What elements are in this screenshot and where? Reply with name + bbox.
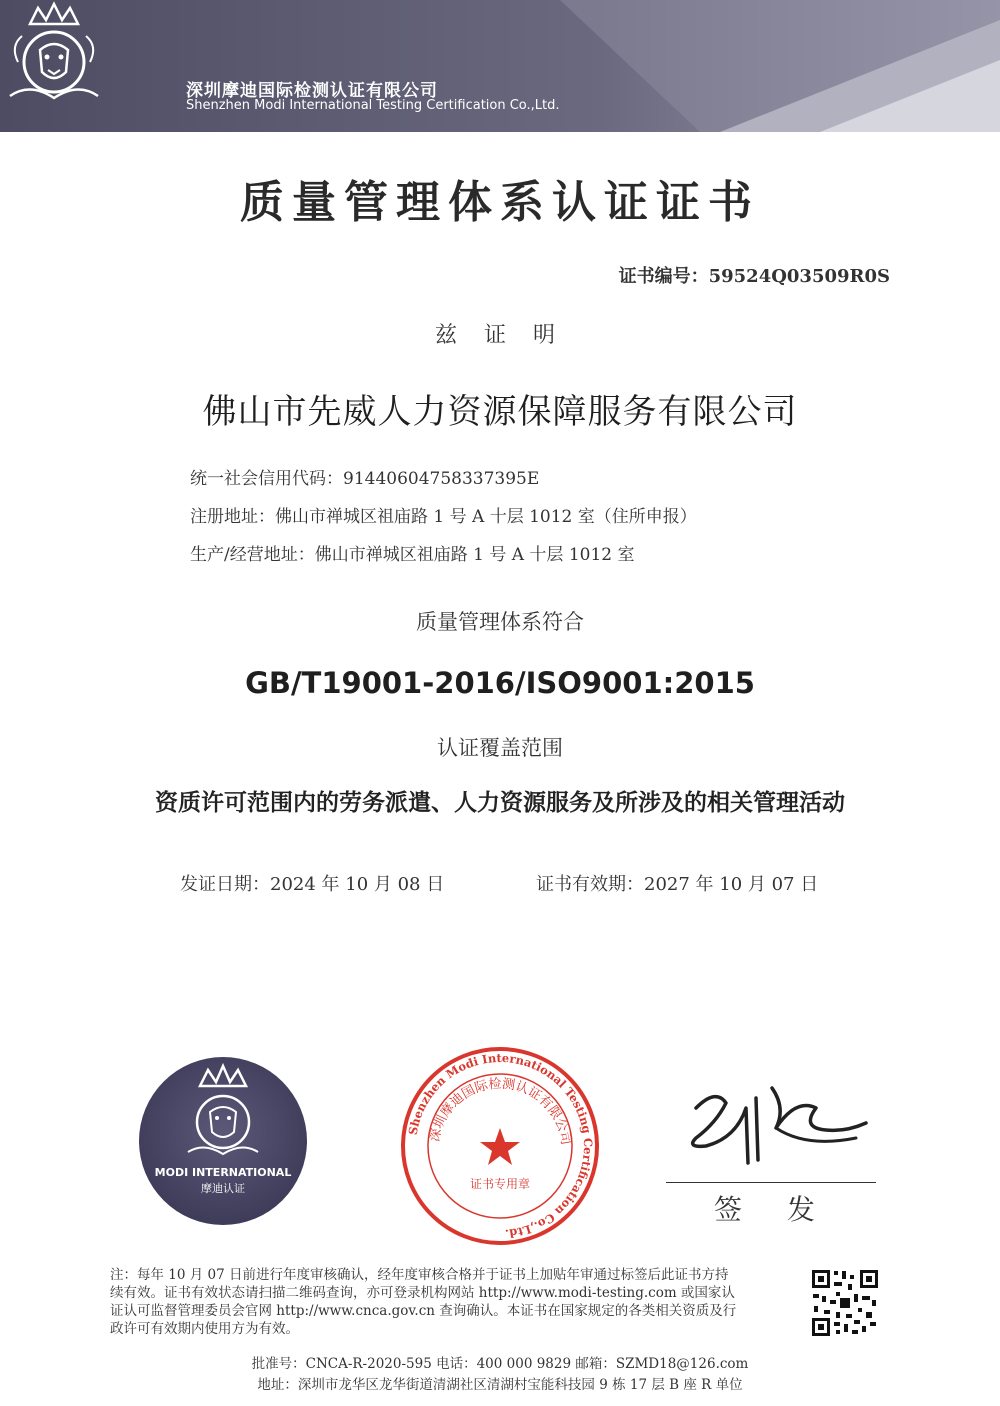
red-seal-bottom: 证书专用章 (469, 1177, 531, 1191)
footer-address: 地址：深圳市龙华区龙华街道清湖社区清湖村宝能科技园 9 栋 17 层 B 座 R 单位 (257, 1377, 743, 1393)
note-line: 政许可有效期内使用方为有效。 (110, 1321, 299, 1337)
business-address: 生产/经营地址：佛山市禅城区祖庙路 1 号 A 十层 1012 室 (190, 545, 635, 565)
valid-until-date: 证书有效期：2027 年 10 月 07 日 (536, 874, 819, 895)
credit-code: 统一社会信用代码：91440604758337395E (190, 469, 540, 489)
certificate-note (110, 1266, 800, 1338)
registered-address: 注册地址：佛山市禅城区祖庙路 1 号 A 十层 1012 室（住所申报） (190, 507, 697, 527)
red-official-seal-icon (400, 1046, 600, 1246)
company-name-cn: 深圳摩迪国际检测认证有限公司 (186, 81, 438, 101)
note-line: 续有效。证书有效状态请扫描二维码查询，亦可登录机构网站 http://www.modi-testing.com 或国家认 (110, 1285, 735, 1301)
note-line: 注：每年 10 月 07 日前进行年度审核确认，经年度审核合格并于证书上加贴年审通过标签后此证书方持 (110, 1267, 729, 1283)
certification-scope: 资质许可范围内的劳务派遣、人力资源服务及所涉及的相关管理活动 (155, 789, 845, 816)
note-line: 证认可监督管理委员会官网 http://www.cnca.gov.cn 查询确认。本证书在国家规定的各类相关资质及行 (110, 1303, 737, 1319)
star-icon (480, 1128, 520, 1165)
issue-date: 发证日期：2024 年 10 月 08 日 (180, 874, 445, 895)
certificate-number: 证书编号：59524Q03509R0S (618, 266, 890, 287)
standard-code: GB/T19001-2016/ISO9001:2015 (245, 666, 755, 700)
sign-label: 签 发 (714, 1193, 833, 1226)
hereby-certify: 兹 证 明 (435, 323, 565, 348)
certificate-title: 质量管理体系认证证书 (240, 177, 760, 228)
handwritten-signature (676, 1068, 876, 1178)
qr-code-icon[interactable] (810, 1268, 880, 1338)
modi-logo-seal-icon (138, 1056, 308, 1226)
logo-seal-en: MODI INTERNATIONAL (154, 1166, 292, 1179)
scope-label: 认证覆盖范围 (437, 736, 563, 760)
red-seal-en: Shenzhen Modi International Testing Certification Co.,Ltd. (405, 1050, 596, 1241)
company-name-en: Shenzhen Modi International Testing Certification Co.,Ltd. (186, 98, 560, 113)
logo-seal-cn: 摩迪认证 (201, 1182, 245, 1195)
footer-contact: 批准号：CNCA-R-2020-595 电话：400 000 9829 邮箱：SZMD18@126.com (251, 1356, 749, 1372)
lion-crown-logo-icon (0, 0, 108, 112)
conform-label: 质量管理体系符合 (416, 610, 584, 634)
certified-company-name: 佛山市先威人力资源保障服务有限公司 (202, 392, 798, 432)
signature-line (666, 1182, 876, 1183)
red-seal-cn: 深圳摩迪国际检测认证有限公司 (427, 1076, 574, 1147)
header-banner (0, 0, 1000, 132)
